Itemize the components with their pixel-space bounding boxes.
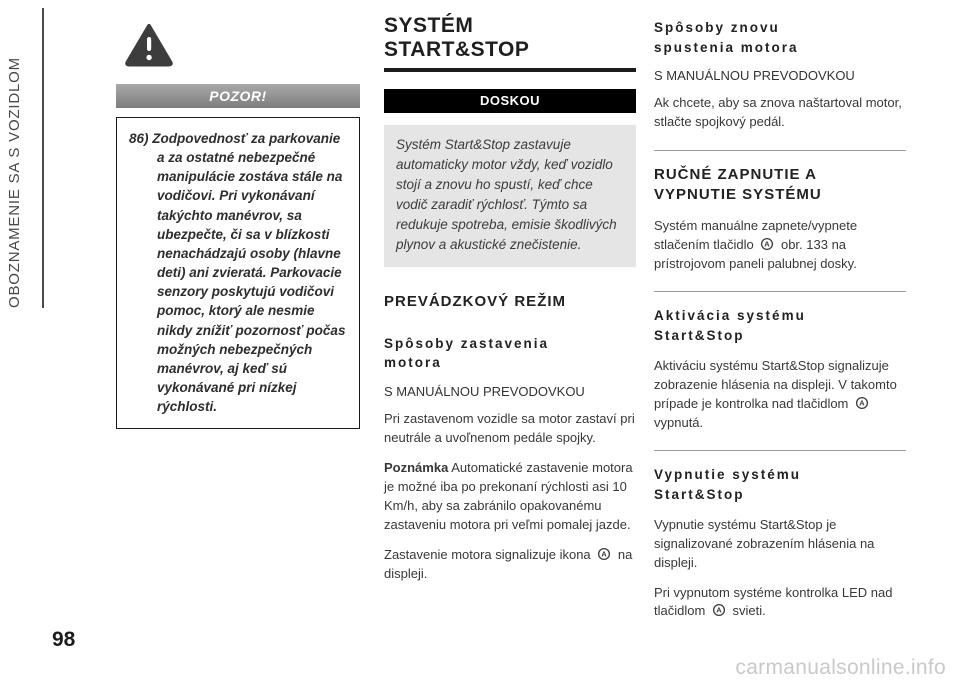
- subheading-engine-restart-line2: spustenia motora: [654, 39, 799, 55]
- svg-text:A: A: [601, 549, 608, 559]
- middle-column: [384, 14, 636, 584]
- paragraph-note: [384, 459, 636, 535]
- note-label: Poznámka: [384, 459, 449, 475]
- intro-box: [384, 125, 636, 267]
- stop-signal-text-before: Zastavenie motora signalizuje ikona: [384, 546, 591, 562]
- subheading-engine-stop-line2: motora: [384, 355, 442, 371]
- sidebar-rule: [42, 8, 44, 308]
- note-text: Automatické zastavenie motora je možné iba po prekonaní rýchlosti asi 10 Km/h, aby sa zabránilo opakovanému zastaveniu motora pri veľmi pomalej jazde.: [384, 459, 633, 532]
- section-title-operating-mode: PREVÁDZKOVÝ REŽIM: [384, 292, 567, 310]
- stop-signal-text-after: na displeji.: [384, 546, 633, 581]
- deactivation-led-text-before: Pri vypnutom systéme kontrolka LED nad tlačidlom: [654, 584, 893, 619]
- paragraph-deactivation: Vypnutie systému Start&Stop je signalizované zobrazením hlásenia na displeji.: [654, 516, 875, 570]
- transmission-caps-right: S MANUÁLNOU PREVODOVKOU: [654, 68, 855, 84]
- section-divider: [654, 450, 906, 451]
- intro-text: Systém Start&Stop zastavuje automaticky motor vždy, keď vozidlo stojí a znovu ho spustí, keď chce vodič zaradiť rýchlosť. Týmto sa redukuje spotreba, emisie škodlivých plynov a akustické znečistenie.: [396, 137, 617, 252]
- warning-item-number: 86): [129, 131, 149, 146]
- subheading-engine-stop-line1: Spôsoby zastavenia: [384, 335, 550, 351]
- svg-text:A: A: [716, 606, 722, 616]
- warning-box: [116, 117, 360, 429]
- activation-text-after: vypnutá.: [654, 414, 704, 430]
- paragraph-stop-signal: [384, 546, 636, 584]
- activation-text-before: Aktiváciu systému Start&Stop signalizuje zobrazenie hlásenia na displeji. V takomto prípade je kontrolka nad tlačidlom: [654, 357, 897, 411]
- manual-onoff-text-after: obr. 133 na prístrojovom paneli palubnej dosky.: [654, 236, 857, 271]
- subheading-activation: [654, 306, 906, 345]
- section-title-manual-onoff-line2: VYPNUTIE SYSTÉMU: [654, 186, 822, 204]
- warning-item-text: Zodpovednosť za parkovanie a za ostatné nebezpečné manipulácie zostáva stále na vodičovi. Pri vykonávaní takýchto manévrov, sa ubezpečte, či sa v blízkosti nenachádzajú osoby (hlavne deti) ani zvieratá. Parkovacie senzory poskytujú vodičovi pomoc, ktorý ale nesmie nikdy znížiť pozornosť počas možných nebezpečných manévrov, aj keď sú vykonávané pri nízkej rýchlosti.: [152, 131, 346, 415]
- subheading-activation-line1: Aktivácia systému: [654, 308, 806, 324]
- warning-item: [129, 129, 347, 416]
- paragraph-engine-stop: Pri zastavenom vozidle sa motor zastaví pri neutrále a uvoľnenom pedále spojky.: [384, 410, 635, 445]
- page-title-line2: START&STOP: [384, 37, 530, 61]
- subheading-engine-restart: [654, 18, 906, 57]
- subheading-deactivation-line1: Vypnutie systému: [654, 467, 802, 483]
- subheading-engine-stop: [384, 334, 636, 373]
- svg-text:A: A: [859, 398, 865, 408]
- paragraph-manual-onoff: [654, 217, 906, 274]
- section-divider: [654, 291, 906, 292]
- alert-banner: POZOR!: [116, 84, 360, 108]
- start-stop-icon: [597, 547, 611, 561]
- page-title-line1: SYSTÉM: [384, 14, 474, 37]
- right-column: [654, 14, 906, 621]
- chapter-sidebar-label: OBOZNAMENIE SA S VOZIDLOM: [6, 57, 23, 308]
- subheading-deactivation: [654, 465, 906, 504]
- title-underline: [384, 68, 636, 72]
- start-stop-icon: [760, 237, 774, 251]
- page-number: 98: [52, 628, 76, 651]
- section-title-manual-onoff: [654, 165, 906, 206]
- page-title: [384, 14, 636, 61]
- start-stop-icon: [712, 603, 726, 617]
- transmission-caps: S MANUÁLNOU PREVODOVKOU: [384, 383, 585, 399]
- subheading-engine-restart-line1: Spôsoby znovu: [654, 20, 780, 35]
- subheading-deactivation-line2: Start&Stop: [654, 487, 745, 503]
- dashboard-banner: DOSKOU: [384, 89, 636, 113]
- watermark: carmanualsonline.info: [735, 656, 946, 679]
- start-stop-icon: [855, 396, 869, 410]
- paragraph-activation: [654, 357, 906, 433]
- warning-column: [116, 22, 360, 429]
- paragraph-restart: Ak chcete, aby sa znova naštartoval motor, stlačte spojkový pedál.: [654, 95, 902, 130]
- svg-text:A: A: [764, 239, 771, 249]
- paragraph-deactivation-led: [654, 584, 906, 622]
- manual-onoff-text-before: Systém manuálne zapnete/vypnete stlačením tlačidlo: [654, 217, 858, 252]
- warning-triangle-icon: [124, 22, 174, 68]
- subheading-activation-line2: Start&Stop: [654, 328, 745, 344]
- section-divider: [654, 150, 906, 151]
- deactivation-led-text-after: svieti.: [732, 603, 766, 619]
- section-title-manual-onoff-line1: RUČNÉ ZAPNUTIE A: [654, 166, 817, 184]
